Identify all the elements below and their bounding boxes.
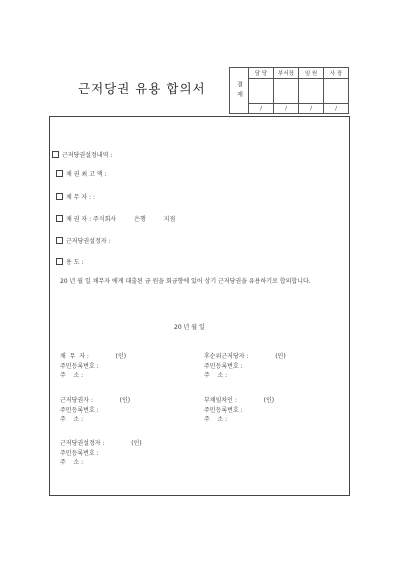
- checkbox-icon[interactable]: [56, 215, 63, 222]
- approval-sign-president[interactable]: [324, 79, 349, 104]
- document-title: 근저당권 유용 합의서: [78, 81, 206, 96]
- checkbox-icon[interactable]: [56, 170, 63, 177]
- max-amount-row: [56, 169, 107, 178]
- checkbox-icon[interactable]: [52, 151, 59, 158]
- creditor-branch: 지점: [163, 216, 176, 223]
- approval-header-executive: 임 원: [299, 68, 324, 79]
- debtor-row: [56, 192, 95, 201]
- approval-date-staff: /: [249, 104, 274, 114]
- purpose-label: 용 도 :: [66, 259, 84, 266]
- checkbox-icon[interactable]: [56, 258, 63, 265]
- max-amount-label: 채 권 최 고 액 :: [66, 171, 107, 178]
- creditor-label: 채 권 자 : 주식회사: [66, 216, 117, 223]
- purpose-row: [56, 257, 83, 266]
- third-owner-signature-block: 부채임차인 : (인) 주민등록번호 : 주 소 :: [204, 397, 275, 423]
- approval-date-executive: /: [299, 104, 324, 114]
- approval-sign-manager[interactable]: [274, 79, 299, 104]
- mortgagee-signature-block: 근저당권자 : (인) 주민등록번호 : 주 소 :: [60, 397, 131, 423]
- subsequent-mortgagee-signature-block: 후순위근저당자 : (인) 주민등록번호 : 주 소 :: [204, 353, 286, 379]
- approval-date-manager: /: [274, 104, 299, 114]
- agreement-text: 20 년 월 일 채무자 에게 대출된 금 원을 회금향에 있어 상기 근저당권을 유용하기로 합의합니다.: [60, 278, 311, 285]
- approval-header-staff: 담 당: [249, 68, 274, 79]
- approval-date-president: /: [324, 104, 349, 114]
- creditor-row: [56, 214, 175, 223]
- approval-header-president: 사 장: [324, 68, 349, 79]
- date-line: 20 년 월 일: [174, 324, 205, 331]
- checkbox-icon[interactable]: [56, 193, 63, 200]
- details-heading-row: [52, 150, 112, 159]
- checkbox-icon[interactable]: [56, 237, 63, 244]
- mortgagor-row: [56, 236, 111, 245]
- approval-sign-executive[interactable]: [299, 79, 324, 104]
- debtor-signature-block: 채 무 자 : (인) 주민등록번호 : 주 소 :: [60, 353, 127, 379]
- approval-table: [229, 67, 349, 114]
- creditor-bank: 은행: [134, 216, 146, 223]
- mortgagor-label: 근저당권설정자 :: [66, 238, 111, 245]
- debtor-label: 채 무 자 : :: [66, 194, 96, 201]
- details-heading: 근저당권설정내역 :: [62, 152, 113, 159]
- approval-label: 결재: [230, 68, 249, 114]
- approval-header-manager: 부서장: [274, 68, 299, 79]
- setter-signature-block: 근저당권설정자 : (인) 주민등록번호 : 주 소 :: [60, 440, 142, 466]
- approval-sign-staff[interactable]: [249, 79, 274, 104]
